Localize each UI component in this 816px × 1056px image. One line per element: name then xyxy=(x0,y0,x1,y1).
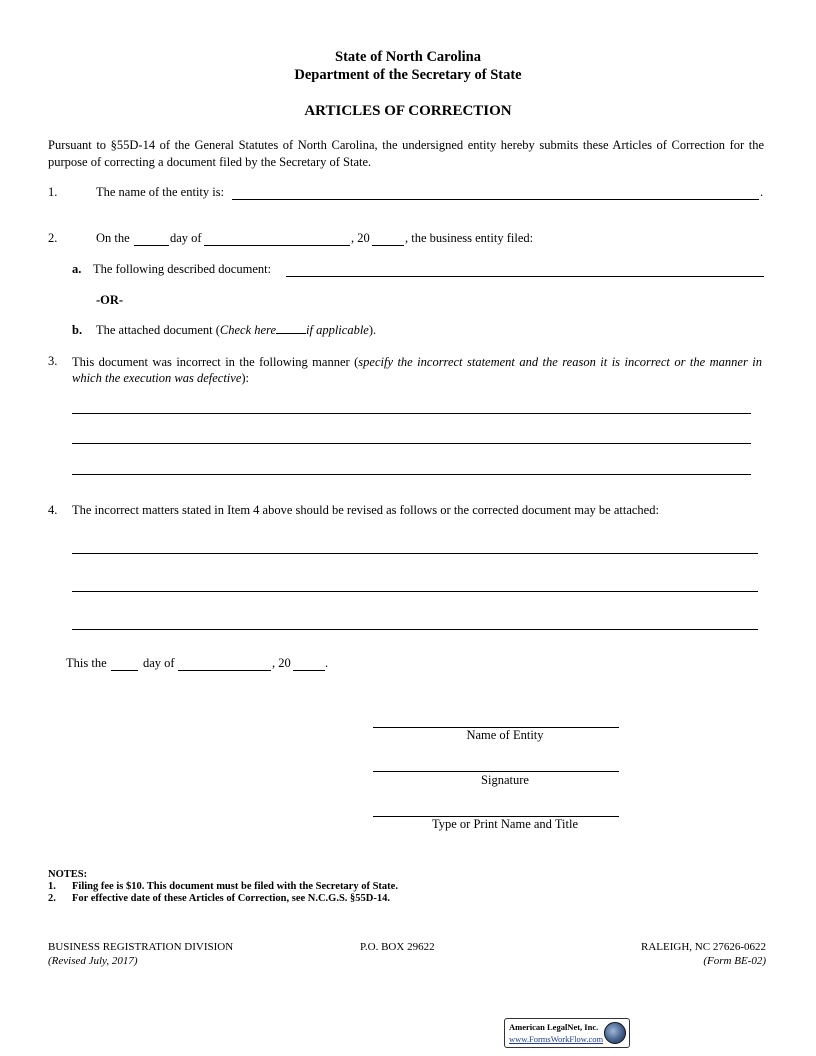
footer-division: BUSINESS REGISTRATION DIVISION xyxy=(48,941,234,953)
item2-on-the: On the xyxy=(96,231,130,245)
logo-url-link[interactable]: www.FormsWorkFlow.com xyxy=(509,1034,604,1044)
option-b-marker: b. xyxy=(72,323,83,337)
option-b-pre: The attached document ( xyxy=(96,323,220,337)
item4-text: The incorrect matters stated in Item 4 above should be revised as follows or the corrected document may be attached: xyxy=(72,503,659,517)
item3-number: 3. xyxy=(48,354,58,368)
item3-lead: This document was incorrect in the following manner ( xyxy=(72,355,359,369)
item3-instructions: specify the incorrect statement and the reason it is incorrect or the manner in which the execution was defective xyxy=(72,355,762,385)
item3-text xyxy=(72,354,762,386)
item2-month-field[interactable] xyxy=(204,245,350,246)
dated-day-of: day of xyxy=(143,656,175,670)
note-2-number: 2. xyxy=(48,893,56,904)
globe-icon xyxy=(604,1022,626,1044)
american-legalnet-logo[interactable] xyxy=(504,1018,630,1048)
described-document-field[interactable] xyxy=(286,276,764,277)
state-heading: State of North Carolina xyxy=(335,49,481,65)
item2-year-field[interactable] xyxy=(372,245,404,246)
item2-number: 2. xyxy=(48,231,58,245)
item1-period: . xyxy=(760,185,764,199)
item1-label: The name of the entity is: xyxy=(96,185,225,199)
option-a-label: The following described document: xyxy=(93,262,272,276)
option-b-post: ). xyxy=(368,323,377,337)
note-2-text: For effective date of these Articles of Correction, see N.C.G.S. §55D-14. xyxy=(72,893,391,904)
intro-paragraph: Pursuant to §55D-14 of the General Statutes of North Carolina, the undersigned entity hereby submits these Articles of Correction for the purpose of correcting a document filed by the Secretary of State. xyxy=(48,138,764,169)
print-name-label: Type or Print Name and Title xyxy=(432,817,578,831)
dated-month-field[interactable] xyxy=(178,670,271,671)
dated-year-field[interactable] xyxy=(293,670,325,671)
form-title: ARTICLES OF CORRECTION xyxy=(304,103,512,119)
dated-period: . xyxy=(325,656,329,670)
signature-line[interactable] xyxy=(373,771,619,772)
incorrect-manner-line-1[interactable] xyxy=(72,413,751,414)
attached-document-check-field[interactable] xyxy=(276,323,306,334)
footer-revised: (Revised July, 2017) xyxy=(48,955,138,967)
signature-label: Signature xyxy=(481,773,529,787)
entity-name-field[interactable] xyxy=(232,199,759,200)
footer-city: RALEIGH, NC 27626-0622 xyxy=(641,941,766,953)
dated-day-field[interactable] xyxy=(111,670,138,671)
logo-company-name: American LegalNet, Inc. xyxy=(509,1022,599,1032)
note-1-text: Filing fee is $10. This document must be filed with the Secretary of State. xyxy=(72,881,398,892)
or-separator: -OR- xyxy=(96,293,124,307)
option-b-check-here: Check here xyxy=(219,323,277,337)
item3-close: ): xyxy=(241,371,250,385)
name-of-entity-label: Name of Entity xyxy=(466,728,544,742)
item4-number: 4. xyxy=(48,503,58,517)
dated-this-the: This the xyxy=(66,656,107,670)
incorrect-manner-line-2[interactable] xyxy=(72,443,751,444)
item2-comma-20: , 20 xyxy=(351,231,370,245)
revision-line-3[interactable] xyxy=(72,629,758,630)
revision-line-2[interactable] xyxy=(72,591,758,592)
notes-heading: NOTES: xyxy=(48,869,88,880)
dated-comma-20: , 20 xyxy=(272,656,291,670)
department-heading: Department of the Secretary of State xyxy=(294,67,522,83)
item2-filed: , the business entity filed: xyxy=(405,231,534,245)
incorrect-manner-line-3[interactable] xyxy=(72,474,751,475)
note-1-number: 1. xyxy=(48,881,56,892)
item1-number: 1. xyxy=(48,185,58,199)
option-b-if-applicable: if applicable xyxy=(306,323,369,337)
item2-day-of: day of xyxy=(170,231,202,245)
footer-po-box: P.O. BOX 29622 xyxy=(360,941,435,953)
revision-line-1[interactable] xyxy=(72,553,758,554)
footer-form-number: (Form BE-02) xyxy=(703,955,766,967)
option-b-label xyxy=(96,323,376,338)
option-a-marker: a. xyxy=(72,262,82,276)
item2-day-field[interactable] xyxy=(134,245,169,246)
